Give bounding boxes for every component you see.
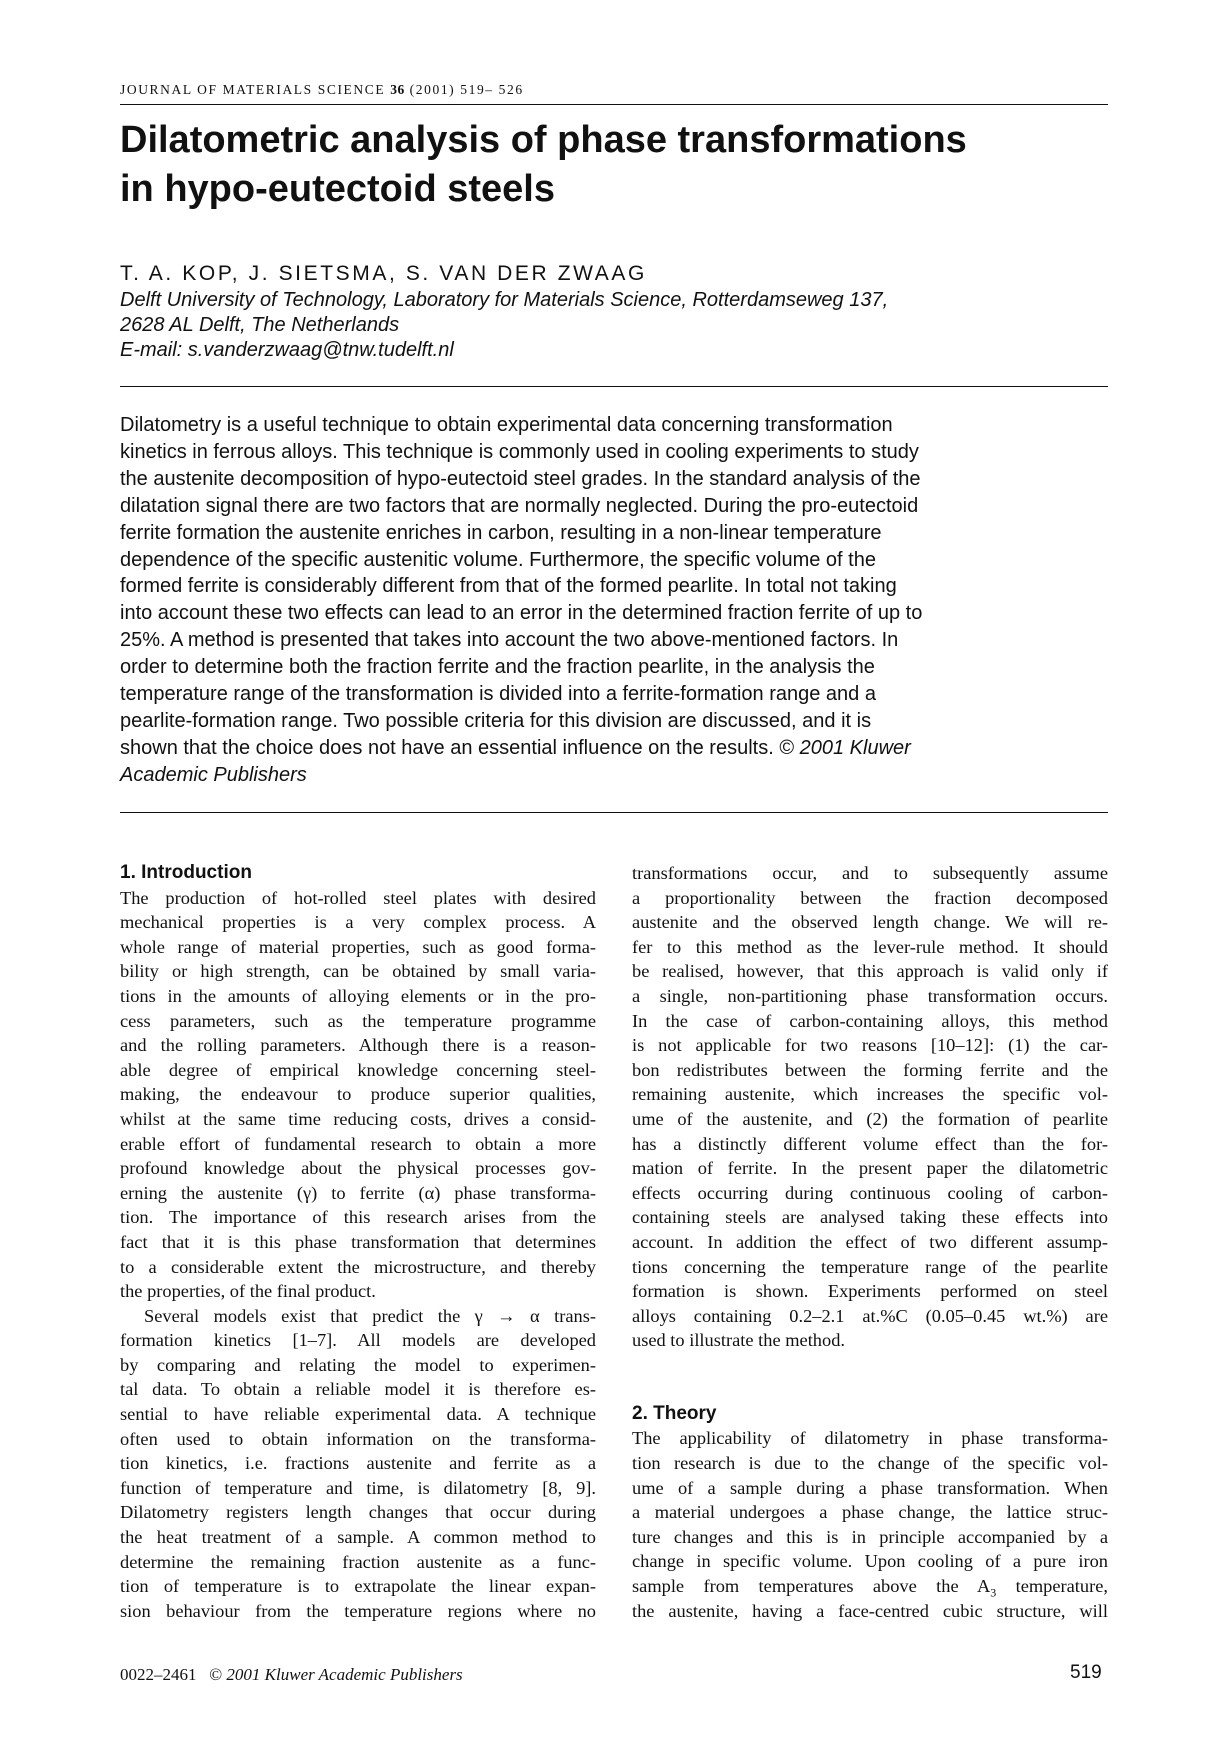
text-line: The production of hot-rolled steel plates with desired bbox=[120, 887, 596, 908]
text-line: determine the remaining fraction austenite as a func- bbox=[120, 1551, 596, 1572]
introduction-paragraph-1 bbox=[120, 886, 596, 1304]
section-heading-introduction: 1. Introduction bbox=[120, 862, 252, 883]
journal-year-pages: (2001) 519– 526 bbox=[409, 82, 524, 97]
text-line: a material undergoes a phase change, the lattice struc- bbox=[632, 1502, 1108, 1523]
text-line: tion research is due to the change of the specific vol- bbox=[632, 1453, 1108, 1474]
title-line: in hypo-eutectoid steels bbox=[120, 168, 555, 210]
abstract-line: into account these two effects can lead to an error in the determined fraction ferrite of up to bbox=[120, 602, 923, 625]
copyright-text: 2001 Kluwer bbox=[794, 736, 911, 759]
text-line: tion of temperature is to extrapolate the linear expan- bbox=[120, 1576, 596, 1597]
text-line: a single, non-partitioning phase transformation occurs. bbox=[632, 985, 1108, 1006]
introduction-paragraph-3 bbox=[632, 861, 1108, 1353]
text-line: bon redistributes between the forming ferrite and the bbox=[632, 1059, 1108, 1080]
text-line: austenite and the observed length change. We will re- bbox=[632, 912, 1108, 933]
abstract-line: shown that the choice does not have an essential influence on the results. © 2001 Kluwer bbox=[120, 736, 911, 759]
text-line: effects occurring during continuous cooling of carbon- bbox=[632, 1182, 1108, 1203]
text-line: ture changes and this is in principle accompanied by a bbox=[632, 1526, 1108, 1547]
text-line: alloys containing 0.2–2.1 at.%C (0.05–0.45 wt.%) are bbox=[632, 1305, 1108, 1326]
text-line: sample from temperatures above the $A_3$ temperature, bbox=[632, 1576, 1108, 1600]
text-line: The applicability of dilatometry in phase transforma- bbox=[632, 1428, 1108, 1449]
text-line: cess parameters, such as the temperature programme bbox=[120, 1010, 596, 1031]
text-line: is not applicable for two reasons [10–12]: (1) the car- bbox=[632, 1035, 1108, 1056]
text-line: containing steels are analysed taking these effects into bbox=[632, 1207, 1108, 1228]
abstract-top-rule bbox=[120, 386, 1108, 387]
text-line: transformations occur, and to subsequently assume bbox=[632, 863, 1108, 883]
text-line: by comparing and relating the model to experimen- bbox=[120, 1354, 596, 1375]
section-spacer bbox=[632, 1353, 1108, 1402]
text-line: whilst at the same time reducing costs, drives a consid- bbox=[120, 1108, 596, 1129]
affiliation-line: Delft University of Technology, Laboratory for Materials Science, Rotterdamseweg 137, bbox=[120, 289, 889, 311]
text-line: ume of the austenite, and (2) the formation of pearlite bbox=[632, 1108, 1108, 1129]
copyright-symbol: © bbox=[779, 736, 795, 759]
abstract-line: order to determine both the fraction ferrite and the fraction pearlite, in the analysis the bbox=[120, 656, 875, 679]
text-line: a proportionality between the fraction decomposed bbox=[632, 887, 1108, 908]
text-line: ume of a sample during a phase transformation. When bbox=[632, 1477, 1108, 1498]
abstract bbox=[120, 412, 1108, 789]
footer-copyright bbox=[120, 1665, 463, 1685]
text-line: formation kinetics [1–7]. All models are developed bbox=[120, 1330, 596, 1351]
journal-name: JOURNAL OF MATERIALS SCIENCE bbox=[120, 82, 386, 97]
introduction-paragraph-2 bbox=[120, 1304, 596, 1624]
issn: 0022–2461 bbox=[120, 1665, 197, 1684]
abstract-line: temperature range of the transformation is divided into a ferrite-formation range and a bbox=[120, 683, 876, 706]
text-line: tal data. To obtain a reliable model it is therefore es- bbox=[120, 1379, 596, 1400]
text-line: profound knowledge about the physical processes gov- bbox=[120, 1158, 596, 1179]
text-line: has a distinctly different volume effect than the for- bbox=[632, 1133, 1108, 1154]
paper-title bbox=[120, 116, 1110, 214]
abstract-line: kinetics in ferrous alloys. This technique is commonly used in cooling experiments to study bbox=[120, 440, 919, 463]
abstract-line: formed ferrite is considerably different from that of the formed pearlite. In total not taking bbox=[120, 575, 897, 598]
abstract-line: pearlite-formation range. Two possible criteria for this division are discussed, and it is bbox=[120, 709, 872, 732]
text-line: Several models exist that predict the γ → α trans- bbox=[144, 1305, 596, 1326]
text-line: able degree of empirical knowledge concerning steel- bbox=[120, 1059, 596, 1080]
text-line: change in specific volume. Upon cooling of a pure iron bbox=[632, 1551, 1108, 1572]
text-line: fact that it is this phase transformation that determines bbox=[120, 1231, 596, 1252]
text-line: formation is shown. Experiments performed on steel bbox=[632, 1281, 1108, 1302]
text-line: erable effort of fundamental research to obtain a more bbox=[120, 1133, 596, 1154]
text-line: bility or high strength, can be obtained by small varia- bbox=[120, 961, 596, 982]
text-line: and the rolling parameters. Although there is a reason- bbox=[120, 1035, 596, 1056]
abstract-bottom-rule bbox=[120, 812, 1108, 813]
text-line: tion. The importance of this research arises from the bbox=[120, 1207, 596, 1228]
text-line: the austenite, having a face-centred cubic structure, will bbox=[632, 1600, 1108, 1621]
text-line: mation of ferrite. In the present paper the dilatometric bbox=[632, 1158, 1108, 1179]
text-line: fer to this method as the lever-rule method. It should bbox=[632, 936, 1108, 957]
publisher-line: Academic Publishers bbox=[120, 763, 307, 786]
text-line: often used to obtain information on the transforma- bbox=[120, 1428, 596, 1449]
abstract-line: ferrite formation the austenite enriches in carbon, resulting in a non-linear temperature bbox=[120, 521, 882, 544]
text-line: the heat treatment of a sample. A common method to bbox=[120, 1527, 596, 1548]
abstract-line: 25%. A method is presented that takes into account the two above-mentioned factors. In bbox=[120, 629, 899, 652]
author-list: T. A. KOP, J. SIETSMA, S. VAN DER ZWAAG bbox=[120, 262, 647, 285]
a3-subscript: 3 bbox=[990, 1585, 997, 1600]
text-line: remaining austenite, which increases the specific vol- bbox=[632, 1084, 1108, 1105]
page-number: 519 bbox=[1070, 1662, 1102, 1683]
abstract-line: Dilatometry is a useful technique to obtain experimental data concerning transformation bbox=[120, 414, 893, 436]
title-line: Dilatometric analysis of phase transformations bbox=[120, 119, 967, 161]
text-line: making, the endeavour to produce superior qualities, bbox=[120, 1084, 596, 1105]
email-line: E-mail: s.vanderzwaag@tnw.tudelft.nl bbox=[120, 339, 454, 361]
text-line: function of temperature and time, is dilatometry [8, 9]. bbox=[120, 1477, 596, 1498]
text-line: Dilatometry registers length changes that occur during bbox=[120, 1502, 596, 1523]
affiliation-line: 2628 AL Delft, The Netherlands bbox=[120, 314, 400, 336]
text-line: tions concerning the temperature range of the pearlite bbox=[632, 1256, 1108, 1277]
text-line: whole range of material properties, such as good forma- bbox=[120, 936, 596, 957]
text-line: tions in the amounts of alloying elements or in the pro- bbox=[120, 985, 596, 1006]
text-line: In the case of carbon-containing alloys, this method bbox=[632, 1010, 1108, 1031]
text-line: sion behaviour from the temperature regions where no bbox=[120, 1600, 596, 1621]
text-line: be realised, however, that this approach is valid only if bbox=[632, 961, 1108, 982]
affiliation bbox=[120, 288, 888, 363]
text-line: the properties, of the final product. bbox=[120, 1281, 376, 1302]
footer-copyright-symbol: © bbox=[209, 1665, 223, 1684]
section-heading-theory: 2. Theory bbox=[632, 1402, 717, 1424]
text-line: mechanical properties is a very complex process. A bbox=[120, 912, 596, 933]
journal-volume: 36 bbox=[390, 82, 405, 97]
abstract-line: dependence of the specific austenitic volume. Furthermore, the specific volume of the bbox=[120, 548, 876, 571]
theory-paragraph-1 bbox=[632, 1426, 1108, 1623]
text-line: sential to have reliable experimental data. A technique bbox=[120, 1404, 596, 1425]
text-line: tion kinetics, i.e. fractions austenite and ferrite as a bbox=[120, 1453, 596, 1474]
text-line: erning the austenite (γ) to ferrite (α) phase transforma- bbox=[120, 1182, 596, 1203]
footer-publisher: 2001 Kluwer Academic Publishers bbox=[226, 1665, 463, 1684]
journal-header bbox=[120, 82, 1108, 105]
abstract-line: the austenite decomposition of hypo-eutectoid steel grades. In the standard analysis of the bbox=[120, 467, 921, 490]
text-line: to a considerable extent the microstructure, and thereby bbox=[120, 1256, 596, 1277]
right-column bbox=[632, 861, 1108, 1623]
text-line: used to illustrate the method. bbox=[632, 1330, 845, 1351]
text-line: account. In addition the effect of two different assump- bbox=[632, 1231, 1108, 1252]
abstract-line: dilatation signal there are two factors that are normally neglected. During the pro-eutectoid bbox=[120, 494, 919, 517]
left-column bbox=[120, 861, 596, 1623]
